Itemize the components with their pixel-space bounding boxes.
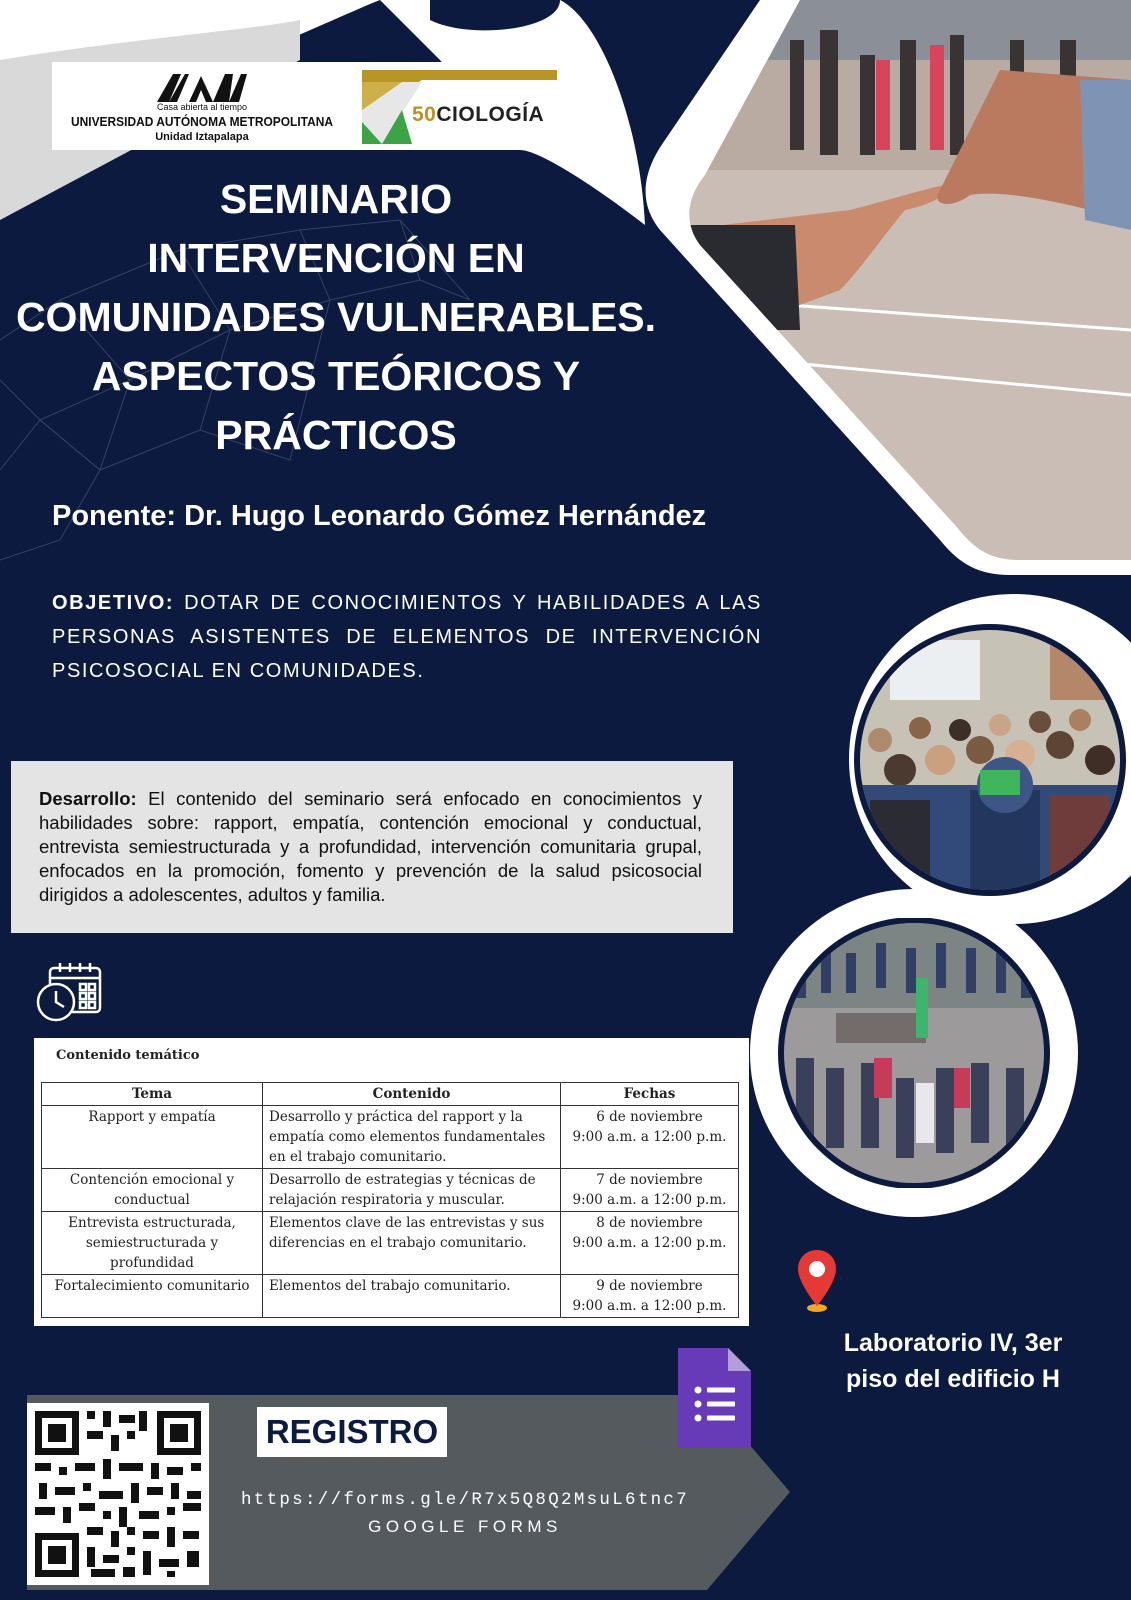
row-tema: Rapport y empatía [42,1106,263,1169]
row-tema: Entrevista estructurada, semiestructurada y profundidad [42,1212,263,1275]
sociologia-wordmark [412,103,544,127]
row-fecha: 8 de noviembre [596,1215,703,1231]
row-fecha-cell [561,1106,739,1169]
row-contenido: Desarrollo y práctica del rapport y la empatía como elementos fundamentales en el trabajo comunitario. [263,1106,561,1169]
table-row [42,1169,739,1212]
speaker: Ponente: Dr. Hugo Leonardo Gómez Hernández [52,500,707,532]
location-line-2: piso del edificio H [846,1365,1060,1393]
development-body: El contenido del seminario será enfocado en conocimientos y habilidades sobre: rapport, empatía, contención emocional y conductual, entrevista semiestructurada y a profundidad, intervención comunitaria grupal, enfocados en la promoción, fomento y prevención de la salud psicosocial dirigidos a adolescentes, adultos y familia. [39,788,702,905]
calendar-clock-icon [36,960,104,1024]
registration-link[interactable]: https://forms.gle/R7x5Q8Q2MsuL6tnc7 [240,1490,690,1510]
location-text [808,1325,1098,1397]
title-line-1: SEMINARIO [219,176,453,222]
row-hora: 9:00 a.m. a 12:00 p.m. [572,1129,727,1145]
uam-emblem-icon [151,70,251,104]
row-tema: Contención emocional y conductual [42,1169,263,1212]
row-fecha: 7 de noviembre [596,1172,703,1188]
development-label: Desarrollo: [39,788,137,809]
sociologia-suffix: CIOLOGÍA [436,103,545,126]
audience-photo [850,620,1131,900]
sociologia-prefix: 50 [412,103,437,126]
row-fecha: 9 de noviembre [596,1278,703,1294]
development-panel [11,761,733,933]
title-line-4: ASPECTOS TEÓRICOS Y [91,353,581,399]
row-fecha: 6 de noviembre [596,1109,703,1125]
location-line-1: Laboratorio IV, 3er [843,1329,1063,1357]
objective-text [52,586,762,688]
row-contenido: Elementos del trabajo comunitario. [263,1275,561,1318]
row-fecha-cell [561,1212,739,1275]
header-tema: Tema [42,1083,263,1106]
title-line-5: PRÁCTICOS [215,412,457,458]
table-header-row [42,1083,739,1106]
schedule-table [41,1082,739,1318]
row-tema: Fortalecimiento comunitario [42,1275,263,1318]
sociologia-logo [362,70,557,144]
row-hora: 9:00 a.m. a 12:00 p.m. [572,1192,727,1208]
uam-logo [52,62,352,150]
uam-unit: Unidad Iztapalapa [155,131,249,143]
header-fechas: Fechas [561,1083,739,1106]
logos-header [52,62,577,150]
group-photo [776,918,1052,1188]
uam-name: UNIVERSIDAD AUTÓNOMA METROPOLITANA [70,114,333,129]
google-forms-icon [678,1348,751,1448]
google-forms-label: GOOGLE FORMS [368,1517,562,1536]
row-contenido: Desarrollo de estrategias y técnicas de relajación respiratoria y muscular. [263,1169,561,1212]
table-row [42,1275,739,1318]
objective-body: DOTAR DE CONOCIMIENTOS Y HABILIDADES A LAS PERSONAS ASISTENTES DE ELEMENTOS DE INTERVENCIÓN PSICOSOCIAL EN COMUNIDADES. [52,592,762,682]
row-fecha-cell [561,1169,739,1212]
header-contenido: Contenido [263,1083,561,1106]
title-line-2: INTERVENCIÓN EN [147,235,525,281]
table-row [42,1212,739,1275]
row-contenido: Elementos clave de las entrevistas y sus diferencias en el trabajo comunitario. [263,1212,561,1275]
row-fecha-cell [561,1275,739,1318]
row-hora: 9:00 a.m. a 12:00 p.m. [572,1235,727,1251]
seminar-title [0,170,672,465]
objective-label: OBJETIVO: [52,592,175,614]
schedule-panel [34,1038,749,1326]
uam-tagline: Casa abierta al tiempo [156,102,248,112]
qr-code[interactable] [27,1403,209,1585]
table-row [42,1106,739,1169]
title-line-3: COMUNIDADES VULNERABLES. [15,294,657,340]
registro-label: REGISTRO [257,1407,447,1457]
schedule-caption: Contenido temático [56,1048,200,1063]
location-pin-icon [795,1248,839,1314]
row-hora: 9:00 a.m. a 12:00 p.m. [572,1298,727,1314]
